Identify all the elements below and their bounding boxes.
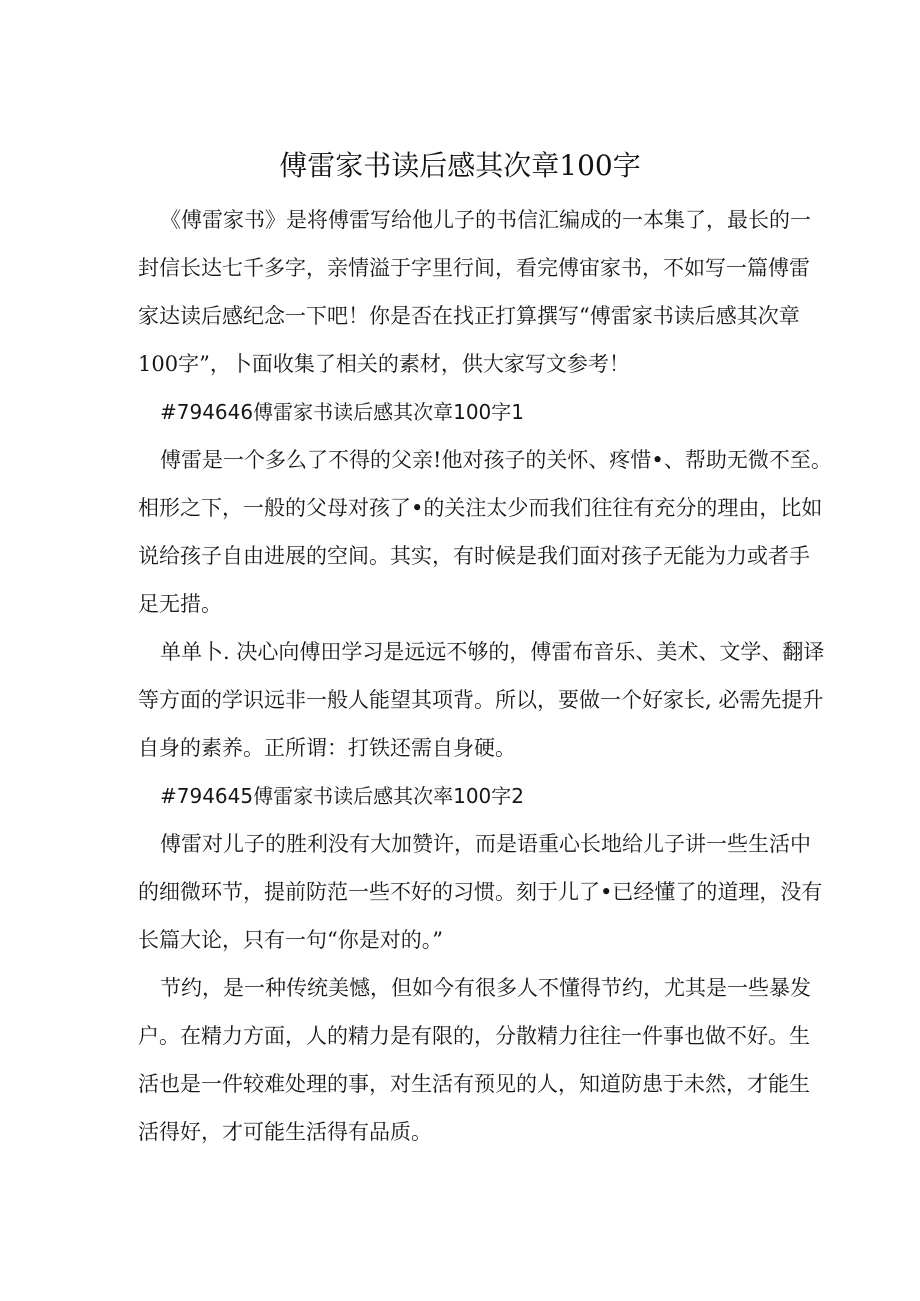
text-line: 100字”，卜面收集了相关的素材，供大家写文参考！: [138, 352, 630, 376]
text-line: 长篇大论，只有一句“你是对的。”: [138, 928, 443, 952]
text-line: 家达读后感纪念一下吧！你是否在找正打算撰写“傅雷家书读后感其次章: [138, 304, 800, 328]
text-line: 等方面的学识远非一般人能望其项背。所以，要做一个好家长, 必需先提升: [138, 688, 824, 712]
text-line: 傅雷对儿子的胜利没有大加赞许，而是语重心长地给儿子讲一些生活中: [160, 832, 811, 856]
text-line: 足无措。: [138, 592, 222, 616]
text-line: 自身的素养。正所谓：打铁还需自身硬。: [138, 736, 516, 760]
text-line: 单单卜. 决心向傅田学习是远远不够的，傅雷布音乐、美术、文学、翻译: [160, 640, 825, 664]
intro-paragraph: [138, 196, 811, 388]
section-1-paragraph-1: [138, 436, 832, 628]
text-line: 活得好，才可能生活得有品质。: [138, 1120, 432, 1144]
text-line: 活也是一件较难处理的事，对生活有预见的人，知道防患于未然，才能生: [138, 1072, 810, 1096]
text-line: 户。在精力方面，人的精力是有限的，分散精力往往一件事也做不好。生: [138, 1024, 810, 1048]
section-2-heading: #794645傅雷家书读后感其次率100字2: [160, 784, 525, 808]
text-line: 说给孩子自由进展的空间。其实，有时候是我们面对孩子无能为力或者手: [138, 544, 810, 568]
text-line: 封信长达七千多字，亲情溢于字里行间，看完傅宙家书，不如写一篇傅雷: [138, 256, 810, 280]
section-1-heading: #794646傅雷家书读后感其次章100字1: [160, 400, 525, 424]
section-2-paragraph-1: [138, 820, 823, 964]
text-line: 相形之下，一般的父母对孩了•的关注太少而我们往往有充分的理由，比如: [138, 496, 823, 520]
text-line: 节约，是一种传统美憾，但如今有很多人不懂得节约，尤其是一些暴发: [160, 976, 811, 1000]
section-1-paragraph-2: [138, 628, 825, 772]
text-line: 《傅雷家书》是将傅雷写给他儿子的书信汇编成的一本集了，最长的一: [160, 208, 811, 232]
text-line: 傅雷是一个多么了不得的父亲!他对孩子的关怀、疼惜•、帮助无微不至。: [160, 448, 832, 472]
document-title: 傅雷家书读后感其次章100字: [279, 149, 641, 182]
text-line: 的细微环节，提前防范一些不好的习惯。刻于儿了•已经懂了的道理，没有: [138, 880, 823, 904]
section-2-paragraph-2: [138, 964, 811, 1156]
document-body: [138, 196, 832, 1156]
